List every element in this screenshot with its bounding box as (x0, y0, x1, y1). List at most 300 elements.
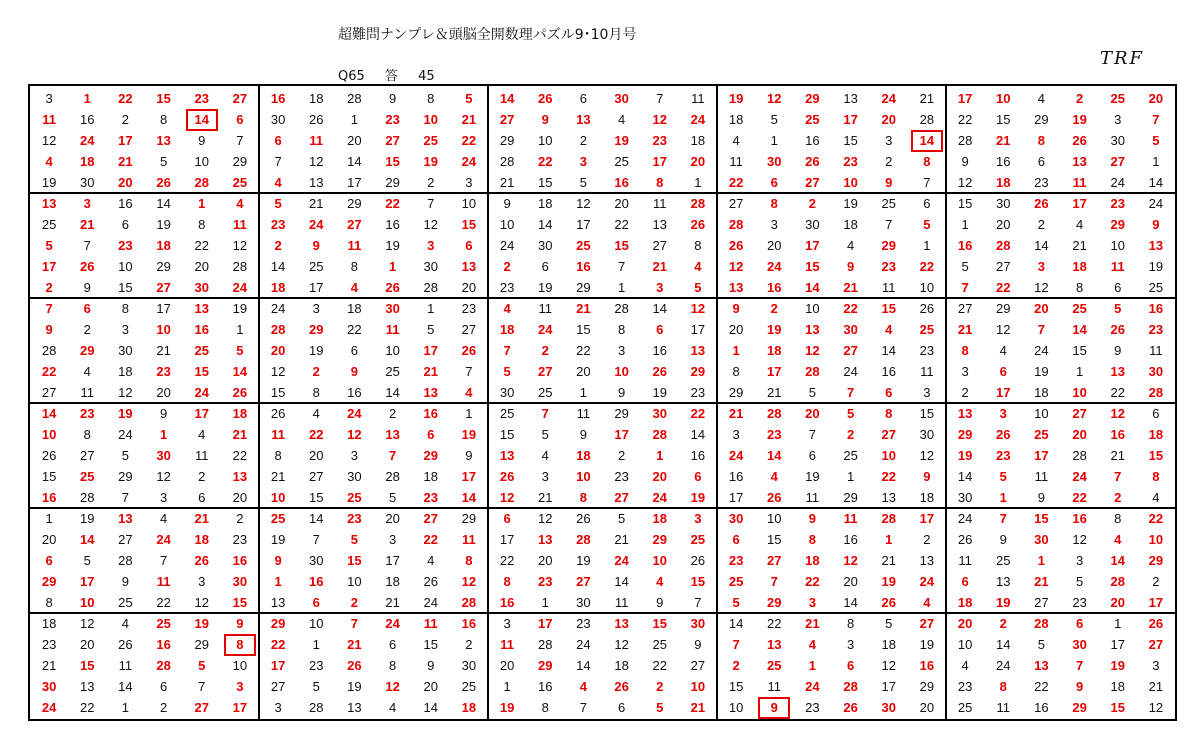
grid-cell: 7 (427, 196, 435, 211)
grid-cell: 28 (1072, 448, 1087, 463)
grid-cell: 16 (843, 532, 858, 547)
grid-cell: 13 (805, 322, 820, 337)
grid-cell: 30 (461, 658, 477, 673)
grid-cell: 29 (957, 427, 973, 442)
grid-cell: 27 (843, 343, 858, 358)
grid-cell: 22 (996, 280, 1011, 295)
grid-cell: 14 (80, 532, 95, 547)
grid-cell: 13 (614, 616, 629, 631)
grid-cell: 14 (576, 658, 591, 673)
grid-cell: 30 (270, 112, 286, 127)
grid-cell: 27 (805, 175, 820, 190)
grid-cell: 19 (767, 322, 782, 337)
grid-cell: 28 (41, 343, 57, 358)
grid-cell: 19 (728, 91, 744, 106)
grid-cell: 26 (461, 343, 477, 358)
grid-cell: 16 (538, 679, 553, 694)
grid-cell: 22 (728, 175, 744, 190)
grid-cell: 18 (347, 301, 362, 316)
grid-cell: 11 (1110, 259, 1125, 274)
grid-cell: 2 (274, 238, 282, 253)
grid-cell: 15 (614, 238, 629, 253)
grid-cell: 10 (652, 553, 667, 568)
grid-cell: 14 (996, 637, 1011, 652)
grid-cell: 12 (690, 301, 706, 316)
grid-cell: 20 (1034, 301, 1049, 316)
grid-cell: 9 (579, 427, 588, 442)
grid-cell: 18 (423, 469, 438, 484)
grid-cell: 23 (194, 91, 209, 106)
grid-cell: 17 (767, 364, 782, 379)
grid-cell: 20 (919, 700, 935, 715)
grid-cell: 27 (614, 490, 629, 505)
grid-cell: 11 (843, 511, 858, 526)
grid-cell: 24 (347, 406, 362, 421)
grid-cell: 27 (576, 574, 591, 589)
grid-cell: 23 (881, 259, 896, 274)
grid-cell: 16 (80, 112, 95, 127)
grid-cell: 6 (1037, 154, 1046, 169)
grid-cell: 19 (538, 280, 553, 295)
grid-cell: 24 (423, 595, 438, 610)
grid-cell: 14 (805, 280, 820, 295)
grid-cell: 16 (1072, 511, 1087, 526)
grid-cell: 6 (503, 511, 511, 526)
grid-cell: 24 (1034, 343, 1049, 358)
grid-cell: 3 (274, 700, 282, 715)
grid-cell: 3 (1152, 658, 1160, 673)
highlighted-cell: 9 (758, 697, 790, 719)
grid-cell: 9 (999, 532, 1007, 547)
grid-cell: 1 (1152, 154, 1160, 169)
grid-cell: 21 (728, 406, 744, 421)
grid-cell: 29 (843, 490, 858, 505)
grid-cell: 19 (919, 637, 935, 652)
grid-cell: 17 (118, 133, 133, 148)
grid-cell: 23 (118, 238, 133, 253)
grid-cell: 20 (423, 679, 438, 694)
grid-cell: 4 (923, 595, 931, 610)
grid-cell: 1 (732, 343, 740, 358)
grid-cell: 12 (347, 427, 362, 442)
grid-cell: 9 (885, 175, 893, 190)
grid-cell: 4 (350, 280, 359, 295)
grid-cell: 18 (576, 448, 591, 463)
grid-cell: 26 (156, 175, 171, 190)
grid-cell: 6 (388, 637, 397, 652)
grid-cell: 25 (194, 343, 209, 358)
grid-cell: 10 (919, 280, 935, 295)
grid-cell: 23 (1110, 196, 1125, 211)
grid-cell: 7 (159, 553, 168, 568)
grid-cell: 22 (957, 112, 973, 127)
grid-cell: 26 (1072, 133, 1087, 148)
grid-cell: 1 (312, 637, 320, 652)
grid-cell: 9 (350, 364, 359, 379)
grid-cell: 29 (118, 469, 133, 484)
grid-cell: 12 (996, 322, 1011, 337)
grid-cell: 26 (767, 490, 782, 505)
grid-cell: 22 (118, 91, 133, 106)
grid-cell: 6 (656, 322, 664, 337)
grid-cell: 25 (957, 700, 973, 715)
grid-cell: 10 (957, 637, 973, 652)
grid-cell: 23 (728, 553, 744, 568)
grid-cell: 2 (846, 427, 855, 442)
grid-cell: 3 (885, 133, 893, 148)
grid-cell: 13 (538, 532, 553, 547)
grid-cell: 16 (614, 175, 629, 190)
grid-cell: 11 (1072, 175, 1087, 190)
grid-cell: 29 (347, 196, 362, 211)
grid-cell: 25 (80, 469, 95, 484)
grid-cell: 3 (83, 196, 91, 211)
grid-cell: 19 (385, 238, 400, 253)
grid-cell: 28 (385, 469, 400, 484)
grid-cell: 10 (385, 343, 400, 358)
grid-cell: 15 (347, 553, 362, 568)
grid-cell: 5 (732, 595, 740, 610)
grid-cell: 24 (652, 490, 667, 505)
grid-cell: 7 (617, 259, 626, 274)
grid-cell: 8 (808, 532, 817, 547)
grid-cell: 6 (350, 343, 359, 358)
grid-cell: 5 (312, 679, 320, 694)
grid-cell: 4 (1037, 91, 1046, 106)
grid-cell: 15 (538, 175, 553, 190)
grid-cell: 22 (690, 406, 706, 421)
grid-cell: 9 (83, 280, 91, 295)
grid-cell: 30 (805, 217, 820, 232)
grid-cell: 19 (270, 532, 286, 547)
grid-cell: 27 (767, 553, 782, 568)
grid-cell: 17 (614, 427, 629, 442)
grid-cell: 10 (690, 679, 706, 694)
grid-cell: 12 (1072, 532, 1087, 547)
grid-cell: 2 (1152, 574, 1160, 589)
grid-cell: 6 (999, 364, 1007, 379)
grid-cell: 30 (347, 469, 362, 484)
grid-cell: 16 (1110, 427, 1125, 442)
grid-cell: 3 (846, 637, 855, 652)
grid-cell: 6 (923, 196, 931, 211)
grid-cell: 30 (1072, 637, 1087, 652)
grid-cell: 4 (770, 469, 778, 484)
grid-cell: 8 (83, 427, 91, 442)
grid-cell: 10 (423, 112, 438, 127)
grid-cell: 15 (843, 133, 858, 148)
grid-cell: 26 (194, 553, 209, 568)
grid-cell: 29 (1072, 700, 1087, 715)
grid-cell: 18 (499, 322, 515, 337)
grid-cell: 25 (690, 532, 706, 547)
grid-cell: 27 (232, 91, 248, 106)
grid-cell: 6 (579, 91, 588, 106)
grid-cell: 13 (118, 511, 133, 526)
grid-cell: 12 (1148, 700, 1164, 715)
grid-cell: 20 (957, 616, 973, 631)
grid-cell: 8 (1075, 280, 1084, 295)
grid-cell: 25 (232, 175, 248, 190)
grid-cell: 29 (652, 532, 667, 547)
grid-cell: 12 (767, 91, 782, 106)
grid-cell: 8 (465, 553, 473, 568)
grid-cell: 14 (1034, 238, 1049, 253)
grid-cell: 29 (80, 343, 95, 358)
grid-cell: 8 (846, 616, 855, 631)
block-divider-horizontal (30, 612, 1175, 614)
grid-cell: 23 (843, 154, 858, 169)
grid-cell: 19 (156, 217, 171, 232)
grid-cell: 10 (1072, 385, 1087, 400)
grid-cell: 12 (652, 112, 667, 127)
grid-cell: 14 (385, 385, 400, 400)
grid-cell: 6 (732, 532, 740, 547)
grid-cell: 22 (270, 637, 286, 652)
grid-cell: 2 (427, 175, 435, 190)
highlighted-cell: 14 (186, 109, 218, 131)
grid-cell: 18 (309, 91, 324, 106)
grid-cell: 13 (194, 301, 209, 316)
grid-cell: 6 (808, 448, 817, 463)
grid-cell: 14 (118, 679, 133, 694)
grid-cell: 21 (347, 637, 362, 652)
grid-cell: 8 (388, 658, 397, 673)
grid-cell: 9 (236, 616, 244, 631)
grid-cell: 28 (652, 427, 667, 442)
grid-cell: 17 (499, 532, 515, 547)
grid-cell: 18 (614, 658, 629, 673)
grid-cell: 12 (194, 595, 209, 610)
grid-cell: 5 (83, 553, 91, 568)
grid-cell: 10 (767, 511, 782, 526)
grid-cell: 24 (881, 91, 896, 106)
grid-cell: 6 (885, 385, 893, 400)
grid-cell: 18 (1072, 259, 1087, 274)
grid-cell: 25 (423, 133, 438, 148)
grid-cell: 20 (652, 469, 667, 484)
grid-cell: 2 (541, 343, 549, 358)
grid-cell: 17 (1072, 196, 1087, 211)
grid-cell: 5 (923, 217, 931, 232)
grid-cell: 19 (423, 154, 438, 169)
grid-cell: 19 (576, 553, 591, 568)
grid-cell: 15 (957, 196, 973, 211)
grid-cell: 24 (728, 448, 744, 463)
grid-cell: 30 (996, 196, 1011, 211)
grid-cell: 12 (270, 364, 286, 379)
grid-cell: 8 (885, 406, 893, 421)
grid-cell: 12 (309, 154, 324, 169)
grid-cell: 27 (690, 658, 706, 673)
grid-cell: 5 (579, 175, 588, 190)
grid-cell: 21 (805, 616, 820, 631)
grid-cell: 26 (881, 595, 896, 610)
grid-cell: 6 (83, 301, 91, 316)
grid-cell: 5 (1075, 574, 1084, 589)
grid-cell: 8 (121, 301, 130, 316)
grid-cell: 26 (309, 112, 324, 127)
grid-cell: 15 (385, 154, 400, 169)
grid-cell: 22 (652, 658, 667, 673)
grid-cell: 9 (656, 595, 664, 610)
grid-cell: 6 (617, 700, 626, 715)
grid-cell: 27 (461, 322, 477, 337)
grid-cell: 11 (271, 427, 285, 442)
grid-cell: 29 (919, 679, 935, 694)
grid-cell: 27 (156, 280, 171, 295)
grid-cell: 30 (881, 700, 896, 715)
grid-cell: 19 (652, 385, 667, 400)
grid-cell: 1 (1075, 364, 1084, 379)
grid-cell: 4 (541, 448, 549, 463)
grid-cell: 22 (1072, 490, 1087, 505)
grid-cell: 6 (121, 217, 130, 232)
grid-cell: 9 (1037, 490, 1046, 505)
grid-cell: 29 (1110, 217, 1125, 232)
grid-cell: 7 (1075, 658, 1084, 673)
grid-cell: 1 (579, 385, 588, 400)
grid-cell: 11 (1149, 343, 1163, 358)
grid-cell: 12 (538, 511, 553, 526)
grid-cell: 14 (957, 469, 973, 484)
grid-cell: 26 (576, 511, 591, 526)
grid-cell: 26 (232, 385, 248, 400)
grid-cell: 2 (808, 196, 817, 211)
grid-cell: 22 (499, 553, 515, 568)
grid-cell: 4 (274, 175, 282, 190)
grid-cell: 1 (388, 259, 397, 274)
grid-cell: 17 (270, 658, 286, 673)
grid-cell: 17 (156, 301, 171, 316)
grid-cell: 27 (499, 112, 515, 127)
grid-cell: 27 (270, 679, 286, 694)
grid-cell: 25 (767, 658, 782, 673)
grid-cell: 11 (729, 154, 743, 169)
grid-cell: 4 (45, 154, 53, 169)
grid-cell: 30 (1110, 133, 1125, 148)
grid-cell: 3 (617, 343, 626, 358)
grid-cell: 23 (385, 112, 400, 127)
grid-cell: 1 (923, 238, 931, 253)
grid-cell: 15 (118, 280, 133, 295)
grid-cell: 22 (385, 196, 400, 211)
grid-cell: 3 (312, 301, 320, 316)
grid-cell: 7 (1037, 322, 1046, 337)
grid-cell: 7 (656, 91, 664, 106)
grid-cell: 16 (728, 469, 744, 484)
grid-cell: 3 (198, 574, 206, 589)
grid-cell: 21 (1034, 574, 1049, 589)
grid-cell: 4 (1152, 490, 1160, 505)
grid-cell: 19 (41, 175, 57, 190)
grid-cell: 11 (1034, 469, 1049, 484)
grid-cell: 16 (881, 364, 896, 379)
grid-cell: 28 (1148, 385, 1164, 400)
grid-cell: 9 (1075, 679, 1084, 694)
grid-cell: 24 (843, 364, 858, 379)
grid-cell: 5 (388, 490, 397, 505)
grid-cell: 25 (309, 259, 324, 274)
grid-cell: 29 (270, 616, 286, 631)
grid-cell: 16 (996, 154, 1011, 169)
grid-cell: 12 (232, 238, 248, 253)
grid-cell: 29 (805, 91, 820, 106)
grid-cell: 2 (770, 301, 778, 316)
grid-cell: 8 (923, 154, 931, 169)
grid-cell: 24 (118, 427, 133, 442)
grid-cell: 16 (156, 637, 171, 652)
grid-cell: 10 (118, 259, 133, 274)
grid-cell: 10 (805, 301, 820, 316)
grid-cell: 28 (118, 553, 133, 568)
grid-cell: 19 (805, 469, 820, 484)
grid-cell: 7 (999, 511, 1007, 526)
grid-cell: 17 (843, 112, 858, 127)
grid-cell: 29 (194, 637, 209, 652)
grid-cell: 28 (957, 133, 973, 148)
grid-cell: 23 (652, 133, 667, 148)
grid-cell: 5 (846, 406, 855, 421)
grid-cell: 30 (728, 511, 744, 526)
grid-cell: 15 (1148, 448, 1164, 463)
grid-cell: 11 (194, 448, 209, 463)
grid-cell: 7 (579, 700, 588, 715)
grid-cell: 15 (881, 301, 896, 316)
grid-cell: 28 (576, 532, 591, 547)
grid-cell: 11 (118, 658, 133, 673)
grid-cell: 3 (579, 154, 588, 169)
grid-cell: 4 (1075, 217, 1084, 232)
grid-cell: 9 (121, 574, 130, 589)
grid-cell: 28 (996, 238, 1011, 253)
grid-cell: 21 (614, 532, 629, 547)
grid-cell: 10 (347, 574, 362, 589)
answer-value: 45 (418, 69, 435, 84)
grid-cell: 5 (1152, 133, 1160, 148)
grid-cell: 15 (41, 469, 57, 484)
grid-cell: 19 (996, 595, 1011, 610)
grid-cell: 11 (423, 616, 438, 631)
grid-cell: 25 (1072, 301, 1087, 316)
grid-cell: 20 (1072, 427, 1087, 442)
grid-cell: 16 (576, 259, 591, 274)
grid-cell: 21 (309, 196, 324, 211)
grid-cell: 26 (80, 259, 95, 274)
grid-cell: 7 (236, 133, 244, 148)
grid-cell: 16 (385, 217, 400, 232)
grid-cell: 7 (694, 595, 702, 610)
grid-cell: 4 (656, 574, 664, 589)
grid-cell: 28 (1110, 574, 1125, 589)
grid-cell: 14 (461, 490, 477, 505)
grid-cell: 3 (350, 448, 359, 463)
grid-cell: 23 (80, 406, 95, 421)
grid-cell: 6 (846, 658, 855, 673)
grid-cell: 15 (232, 595, 248, 610)
grid-cell: 9 (617, 385, 626, 400)
grid-cell: 10 (996, 91, 1011, 106)
grid-cell: 29 (728, 385, 744, 400)
grid-cell: 22 (461, 133, 477, 148)
grid-cell: 29 (461, 511, 477, 526)
grid-cell: 1 (885, 532, 893, 547)
grid-cell: 11 (80, 385, 94, 400)
grid-cell: 11 (462, 532, 476, 547)
grid-cell: 7 (808, 427, 817, 442)
grid-cell: 8 (999, 679, 1007, 694)
page-title: 超難問ナンプレ＆頭脳全開数理パズル9･10月号 (338, 27, 637, 43)
